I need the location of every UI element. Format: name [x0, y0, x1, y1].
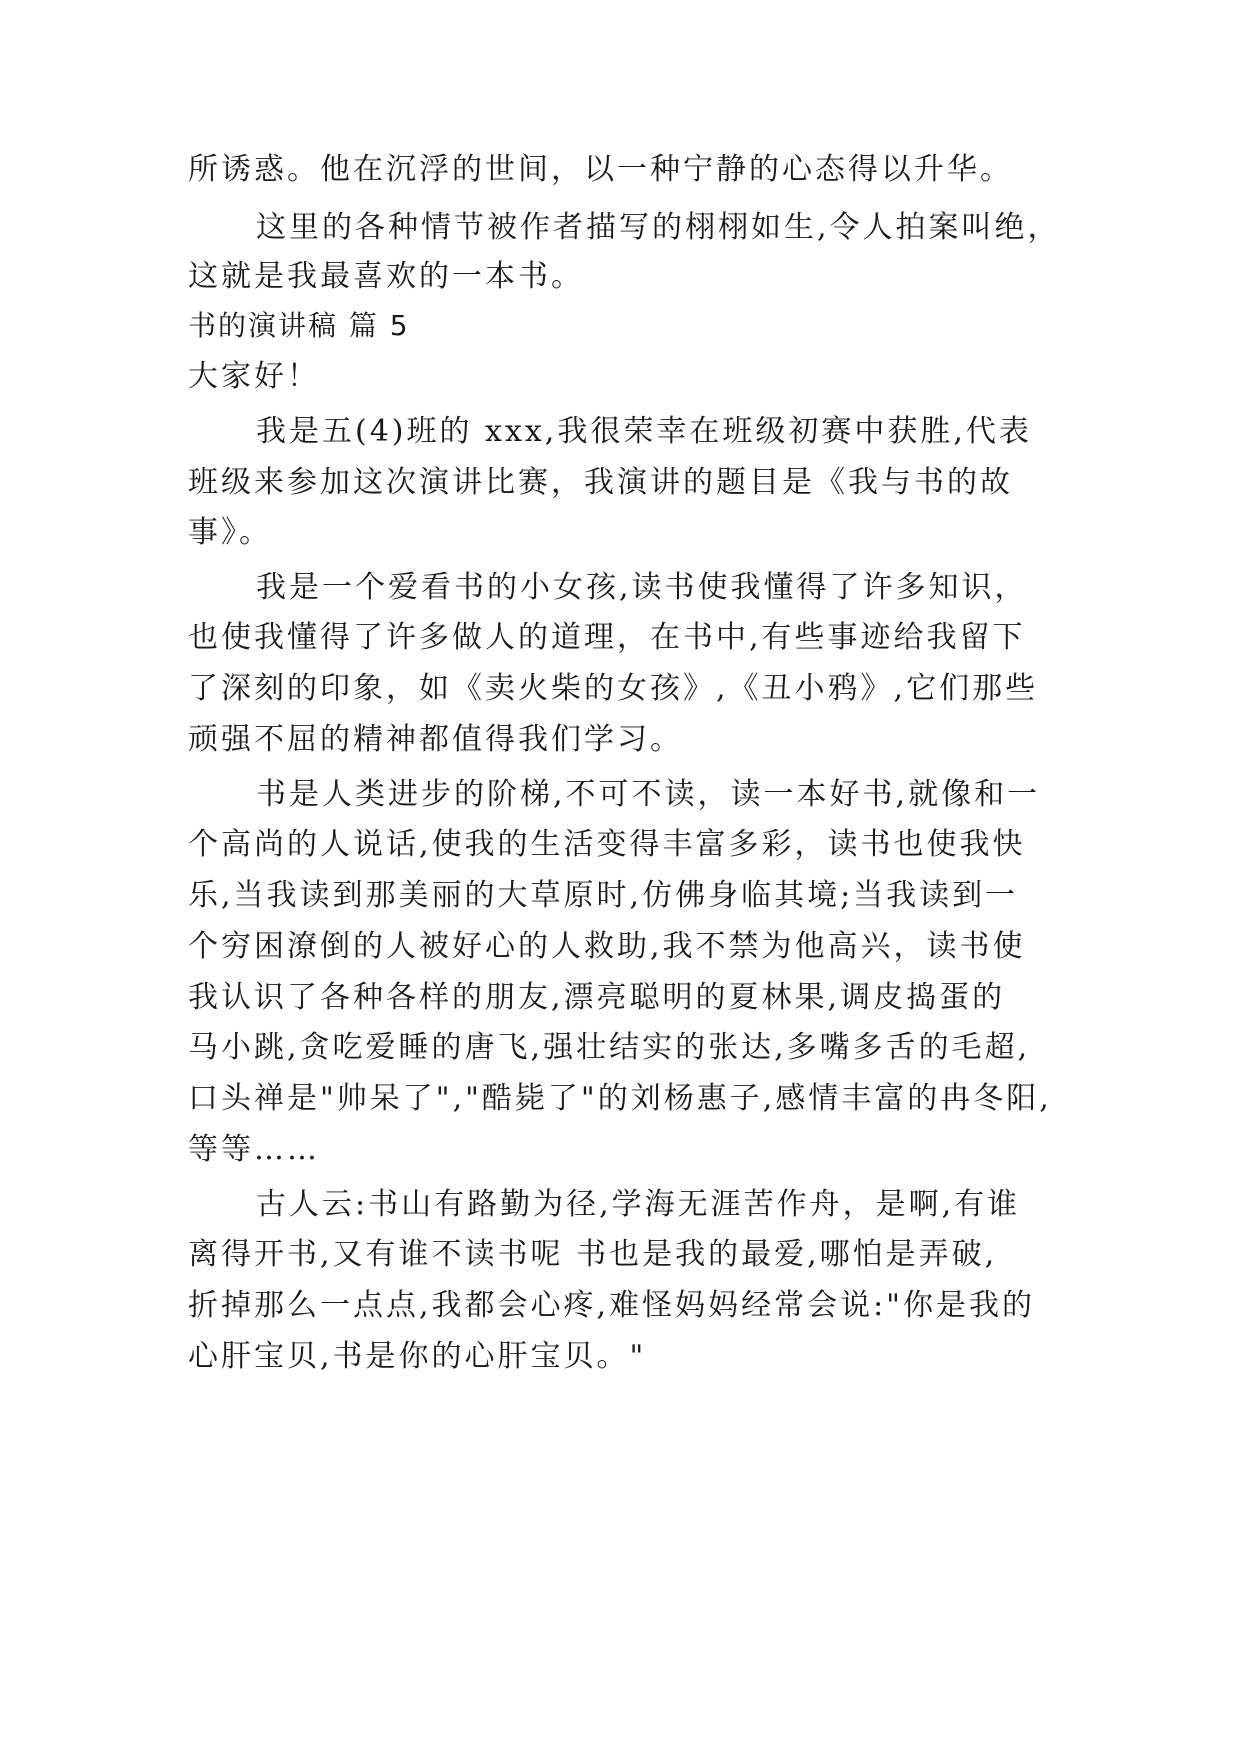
paragraph-line: 我认识了各种各样的朋友,漂亮聪明的夏林果,调皮捣蛋的 [188, 980, 1006, 1015]
section-heading: 书的演讲稿 篇 5 [188, 309, 410, 342]
paragraph-line: 个穷困潦倒的人被好心的人救助,我不禁为他高兴，读书使 [188, 929, 1026, 964]
paragraph-line: 乐,当我读到那美丽的大草原时,仿佛身临其境;当我读到一 [188, 878, 1019, 913]
paragraph-line: 书是人类进步的阶梯,不可不读，读一本好书,就像和一 [256, 777, 1041, 812]
paragraph-line: 所诱惑。他在沉浮的世间，以一种宁静的心态得以升华。 [188, 152, 1013, 187]
paragraph-line: 离得开书,又有谁不读书呢 书也是我的最爱,哪怕是弄破, [188, 1237, 998, 1272]
paragraph-line: 也使我懂得了许多做人的道理，在书中,有些事迹给我留下 [188, 620, 1026, 655]
paragraph-line: 顽强不屈的精神都值得我们学习。 [188, 722, 683, 757]
paragraph-line: 事》。 [188, 515, 272, 550]
paragraph-line: 心肝宝贝,书是你的心肝宝贝。" [188, 1339, 647, 1374]
paragraph-line: 这里的各种情节被作者描写的栩栩如生,令人拍案叫绝， [256, 210, 1061, 245]
paragraph-line: 个高尚的人说话,使我的生活变得丰富多彩，读书也使我快 [188, 827, 1026, 862]
paragraph-line: 折掉那么一点点,我都会心疼,难怪妈妈经常会说:"你是我的 [188, 1288, 1035, 1323]
paragraph-line: 马小跳,贪吃爱睡的唐飞,强壮结实的张达,多嘴多舌的毛超, [188, 1030, 1031, 1065]
paragraph-line: 我是五(4)班的 xxx,我很荣幸在班级初赛中获胜,代表 [256, 414, 1032, 449]
paragraph-line: 古人云:书山有路勤为径,学海无涯苦作舟，是啊,有谁 [256, 1187, 1021, 1222]
paragraph-line: 这就是我最喜欢的一本书。 [188, 259, 584, 294]
paragraph-line: 口头禅是"帅呆了","酷毙了"的刘杨惠子,感情丰富的冉冬阳, [188, 1081, 1052, 1116]
paragraph-line: 班级来参加这次演讲比赛，我演讲的题目是《我与书的故 [188, 465, 1013, 500]
paragraph-line: 我是一个爱看书的小女孩,读书使我懂得了许多知识， [256, 570, 1028, 605]
paragraph-line: 等等…… [188, 1132, 320, 1167]
paragraph-line: 了深刻的印象，如《卖火柴的女孩》,《丑小鸦》,它们那些 [188, 671, 1039, 706]
greeting-line: 大家好！ [188, 359, 320, 394]
